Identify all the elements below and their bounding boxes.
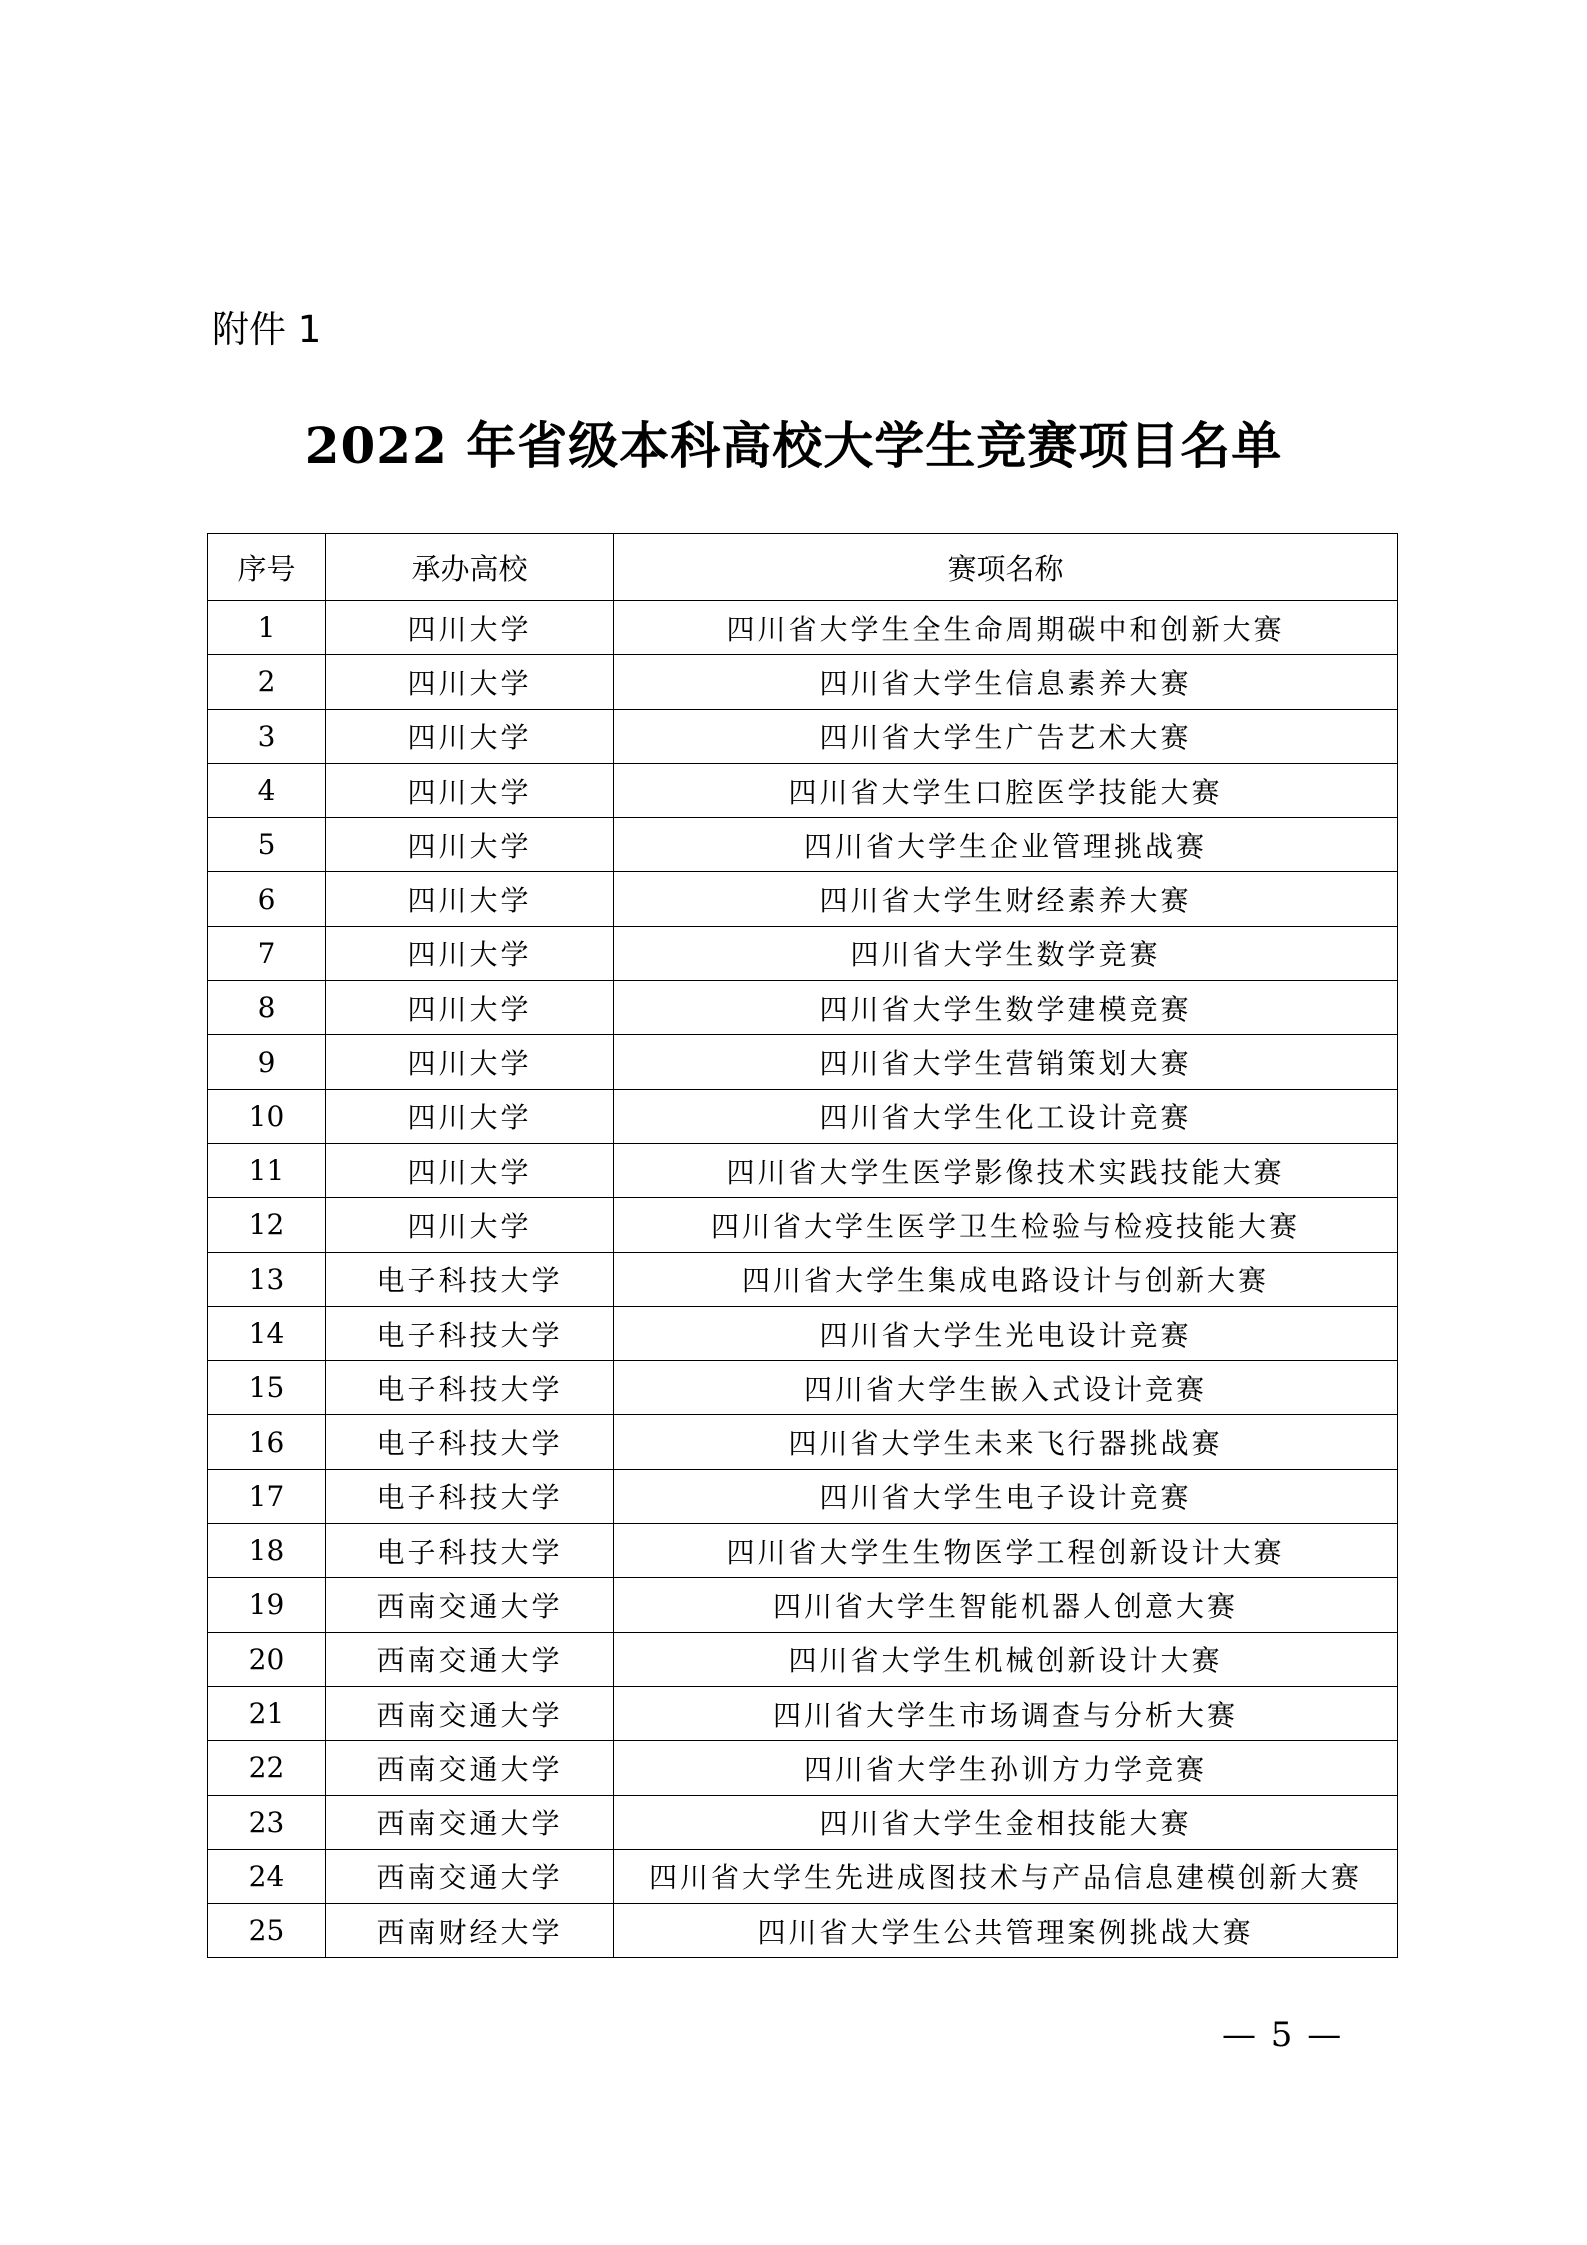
table-row bbox=[208, 1578, 1398, 1632]
table-row bbox=[208, 1035, 1398, 1089]
competition-name: 四川省大学生电子设计竞赛 bbox=[614, 1469, 1398, 1523]
page-number: — 5 — bbox=[1222, 2015, 1344, 2055]
row-number: 4 bbox=[208, 763, 326, 817]
competition-name: 四川省大学生金相技能大赛 bbox=[614, 1795, 1398, 1849]
table-row bbox=[208, 818, 1398, 872]
host-university: 四川大学 bbox=[326, 1089, 614, 1143]
attachment-label: 附件 1 bbox=[212, 308, 322, 351]
host-university: 四川大学 bbox=[326, 709, 614, 763]
host-university: 电子科技大学 bbox=[326, 1361, 614, 1415]
row-number: 13 bbox=[208, 1252, 326, 1306]
table-row bbox=[208, 1252, 1398, 1306]
table-header bbox=[208, 534, 1398, 601]
row-number: 22 bbox=[208, 1741, 326, 1795]
competition-name: 四川省大学生营销策划大赛 bbox=[614, 1035, 1398, 1089]
competition-name: 四川省大学生财经素养大赛 bbox=[614, 872, 1398, 926]
table-row bbox=[208, 1415, 1398, 1469]
row-number: 7 bbox=[208, 926, 326, 980]
row-number: 20 bbox=[208, 1632, 326, 1686]
competition-name: 四川省大学生先进成图技术与产品信息建模创新大赛 bbox=[614, 1849, 1398, 1903]
table-row bbox=[208, 1143, 1398, 1197]
host-university: 四川大学 bbox=[326, 601, 614, 655]
competition-name: 四川省大学生医学影像技术实践技能大赛 bbox=[614, 1143, 1398, 1197]
table-row bbox=[208, 601, 1398, 655]
competition-name: 四川省大学生企业管理挑战赛 bbox=[614, 818, 1398, 872]
table-body bbox=[208, 601, 1398, 1958]
table-row bbox=[208, 1524, 1398, 1578]
competition-name: 四川省大学生机械创新设计大赛 bbox=[614, 1632, 1398, 1686]
competition-name: 四川省大学生智能机器人创意大赛 bbox=[614, 1578, 1398, 1632]
table-row bbox=[208, 926, 1398, 980]
host-university: 四川大学 bbox=[326, 655, 614, 709]
host-university: 四川大学 bbox=[326, 981, 614, 1035]
table-row bbox=[208, 1089, 1398, 1143]
competition-name: 四川省大学生未来飞行器挑战赛 bbox=[614, 1415, 1398, 1469]
host-university: 四川大学 bbox=[326, 818, 614, 872]
table-row bbox=[208, 763, 1398, 817]
competition-name: 四川省大学生医学卫生检验与检疫技能大赛 bbox=[614, 1198, 1398, 1252]
row-number: 9 bbox=[208, 1035, 326, 1089]
host-university: 电子科技大学 bbox=[326, 1524, 614, 1578]
table-row bbox=[208, 1795, 1398, 1849]
host-university: 四川大学 bbox=[326, 1198, 614, 1252]
table-row bbox=[208, 1741, 1398, 1795]
competition-name: 四川省大学生广告艺术大赛 bbox=[614, 709, 1398, 763]
header-school: 承办高校 bbox=[326, 534, 614, 601]
row-number: 3 bbox=[208, 709, 326, 763]
competition-name: 四川省大学生市场调查与分析大赛 bbox=[614, 1686, 1398, 1740]
row-number: 25 bbox=[208, 1904, 326, 1958]
table-row bbox=[208, 981, 1398, 1035]
host-university: 西南交通大学 bbox=[326, 1686, 614, 1740]
competition-name: 四川省大学生集成电路设计与创新大赛 bbox=[614, 1252, 1398, 1306]
row-number: 19 bbox=[208, 1578, 326, 1632]
table-row bbox=[208, 655, 1398, 709]
competition-table bbox=[207, 533, 1398, 1958]
row-number: 15 bbox=[208, 1361, 326, 1415]
row-number: 5 bbox=[208, 818, 326, 872]
table-row bbox=[208, 709, 1398, 763]
table-row bbox=[208, 1686, 1398, 1740]
host-university: 西南交通大学 bbox=[326, 1632, 614, 1686]
host-university: 电子科技大学 bbox=[326, 1306, 614, 1360]
row-number: 16 bbox=[208, 1415, 326, 1469]
header-name: 赛项名称 bbox=[614, 534, 1398, 601]
row-number: 24 bbox=[208, 1849, 326, 1903]
row-number: 6 bbox=[208, 872, 326, 926]
competition-name: 四川省大学生公共管理案例挑战大赛 bbox=[614, 1904, 1398, 1958]
competition-name: 四川省大学生光电设计竞赛 bbox=[614, 1306, 1398, 1360]
host-university: 四川大学 bbox=[326, 872, 614, 926]
row-number: 23 bbox=[208, 1795, 326, 1849]
host-university: 西南交通大学 bbox=[326, 1795, 614, 1849]
host-university: 四川大学 bbox=[326, 1035, 614, 1089]
header-no: 序号 bbox=[208, 534, 326, 601]
row-number: 10 bbox=[208, 1089, 326, 1143]
host-university: 四川大学 bbox=[326, 926, 614, 980]
host-university: 四川大学 bbox=[326, 763, 614, 817]
row-number: 11 bbox=[208, 1143, 326, 1197]
row-number: 8 bbox=[208, 981, 326, 1035]
row-number: 1 bbox=[208, 601, 326, 655]
row-number: 2 bbox=[208, 655, 326, 709]
row-number: 18 bbox=[208, 1524, 326, 1578]
document-title: 2022 年省级本科高校大学生竞赛项目名单 bbox=[304, 416, 1283, 475]
competition-name: 四川省大学生孙训方力学竞赛 bbox=[614, 1741, 1398, 1795]
host-university: 电子科技大学 bbox=[326, 1415, 614, 1469]
competition-name: 四川省大学生嵌入式设计竞赛 bbox=[614, 1361, 1398, 1415]
table-row bbox=[208, 1632, 1398, 1686]
table-row bbox=[208, 1361, 1398, 1415]
competition-name: 四川省大学生口腔医学技能大赛 bbox=[614, 763, 1398, 817]
competition-name: 四川省大学生数学竞赛 bbox=[614, 926, 1398, 980]
competition-name: 四川省大学生化工设计竞赛 bbox=[614, 1089, 1398, 1143]
table-header-row bbox=[208, 534, 1398, 601]
host-university: 西南交通大学 bbox=[326, 1578, 614, 1632]
table-row bbox=[208, 1469, 1398, 1523]
competition-name: 四川省大学生全生命周期碳中和创新大赛 bbox=[614, 601, 1398, 655]
host-university: 电子科技大学 bbox=[326, 1252, 614, 1306]
table-row bbox=[208, 1306, 1398, 1360]
row-number: 14 bbox=[208, 1306, 326, 1360]
competition-name: 四川省大学生数学建模竞赛 bbox=[614, 981, 1398, 1035]
table-row bbox=[208, 1849, 1398, 1903]
host-university: 四川大学 bbox=[326, 1143, 614, 1197]
row-number: 17 bbox=[208, 1469, 326, 1523]
host-university: 西南财经大学 bbox=[326, 1904, 614, 1958]
host-university: 电子科技大学 bbox=[326, 1469, 614, 1523]
host-university: 西南交通大学 bbox=[326, 1741, 614, 1795]
table-row bbox=[208, 1904, 1398, 1958]
competition-name: 四川省大学生生物医学工程创新设计大赛 bbox=[614, 1524, 1398, 1578]
host-university: 西南交通大学 bbox=[326, 1849, 614, 1903]
table-row bbox=[208, 1198, 1398, 1252]
row-number: 21 bbox=[208, 1686, 326, 1740]
competition-name: 四川省大学生信息素养大赛 bbox=[614, 655, 1398, 709]
table-row bbox=[208, 872, 1398, 926]
row-number: 12 bbox=[208, 1198, 326, 1252]
